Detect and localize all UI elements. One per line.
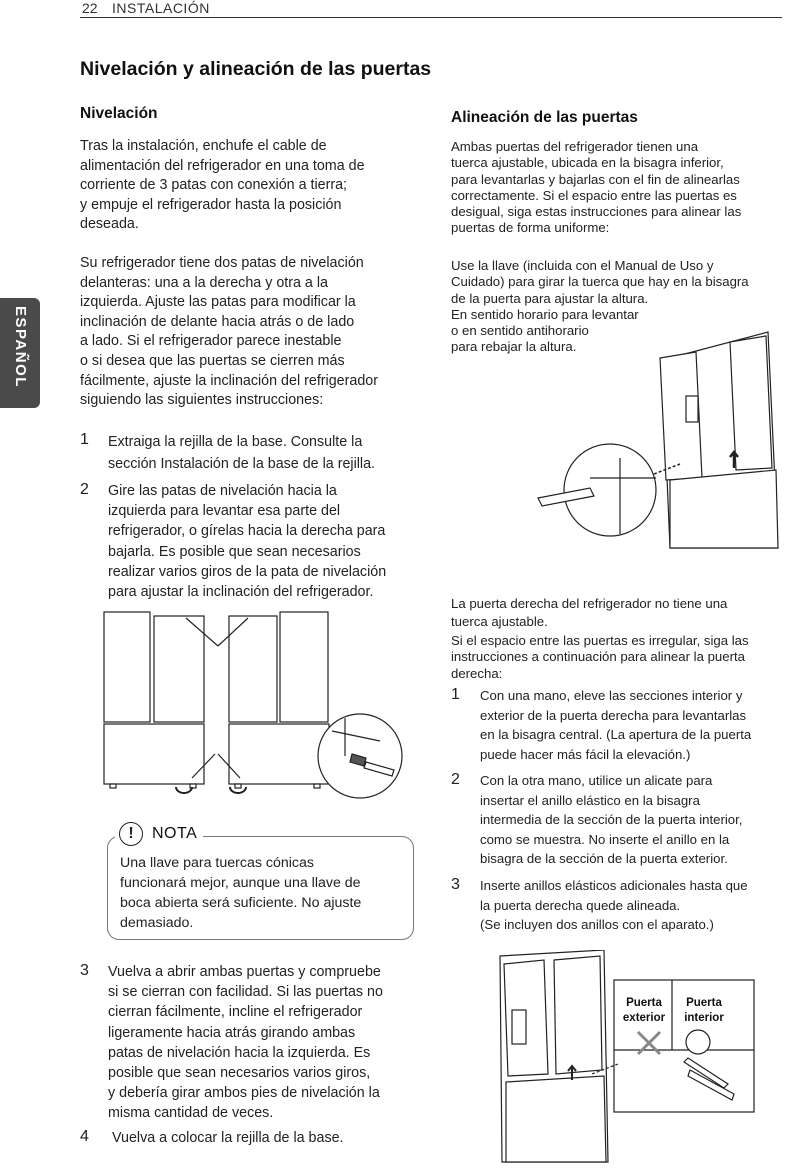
- text-line: como se muestra. No inserte el anillo en la: [480, 831, 730, 847]
- snap-ring-illustration: [494, 950, 764, 1165]
- label-outer-door: Puerta: [626, 997, 662, 1009]
- text-line: inclinación de delante hacia atrás o de lado: [80, 313, 355, 330]
- text-line: desigual, siga estas instrucciones para alinear las: [451, 204, 742, 220]
- step-number: 3: [80, 962, 89, 979]
- text-line: Gire las patas de nivelación hacia la: [108, 483, 337, 499]
- note-header: [115, 822, 203, 846]
- text-line: a lado. Si el refrigerador parece inestable: [80, 333, 342, 350]
- left-fridge-door-outer: [104, 612, 150, 722]
- text-line: (Se incluyen dos anillos con el aparato.): [480, 917, 714, 933]
- paragraph-intro: [80, 137, 365, 235]
- text-line: bajarla. Es posible que sean necesarios: [108, 543, 361, 560]
- text-line: funcionará mejor, aunque una llave de: [120, 875, 361, 892]
- foot: [235, 784, 241, 788]
- section-label: INSTALACIÓN: [112, 0, 210, 16]
- text-line: Una llave para tuercas cónicas: [120, 855, 314, 871]
- warning-icon: !: [119, 822, 143, 846]
- step-text: [108, 431, 375, 475]
- step-text: [480, 686, 751, 764]
- fridge-drawer: [506, 1076, 606, 1162]
- step-number: 1: [451, 686, 460, 703]
- paragraph-legs: [80, 254, 378, 411]
- text-line: bisagra de la sección de la puerta exterior.: [480, 851, 728, 867]
- text-line: o si desea que las puertas se cierren más: [80, 352, 345, 369]
- text-line: puede hacer más fácil la elevación.): [480, 746, 691, 762]
- paragraph-irregular: [451, 633, 749, 682]
- page-number: 22: [82, 0, 98, 16]
- text-line: Vuelva a colocar la rejilla de la base.: [112, 1130, 344, 1146]
- text-line: demasiado.: [120, 915, 194, 932]
- step-text: [480, 876, 748, 935]
- heading-alineacion: Alineación de las puertas: [451, 109, 638, 126]
- text-line: corriente de 3 patas con conexión a tierra;: [80, 177, 348, 194]
- dispenser: [686, 396, 698, 422]
- text-line: para rebajar la altura.: [451, 339, 577, 355]
- foot: [110, 784, 116, 788]
- label-inner-door: interior: [684, 1012, 724, 1024]
- step-number: 2: [451, 771, 460, 788]
- text-line: delanteras: una a la derecha y otra a la: [80, 274, 328, 291]
- text-line: La puerta derecha del refrigerador no tiene una: [451, 596, 728, 611]
- note-label: NOTA: [152, 825, 198, 842]
- text-line: fácilmente, ajuste la inclinación del refrigerador: [80, 372, 379, 389]
- text-line: tuerca ajustable, ubicada en la bisagra inferior,: [451, 155, 724, 171]
- page-title: Nivelación y alineación de las puertas: [80, 58, 432, 80]
- text-line: boca abierta será suficiente. No ajuste: [120, 895, 362, 912]
- text-line: izquierda para levantar esa parte del: [108, 503, 341, 520]
- text-line: si se cierran con facilidad. Si las puertas no: [108, 984, 383, 1001]
- step-number: 2: [80, 481, 89, 498]
- language-tab-label: ESPAÑOL: [12, 306, 29, 388]
- step-number: 4: [80, 1128, 89, 1145]
- text-line: posible que sean necesarios varios giros,: [108, 1065, 371, 1082]
- left-fridge-drawer: [104, 724, 204, 784]
- text-line: Use la llave (incluida con el Manual de Uso y: [451, 258, 714, 273]
- text-line: Su refrigerador tiene dos patas de nivelación: [80, 255, 364, 271]
- text-line: la puerta derecha quede alineada.: [480, 897, 681, 913]
- text-line: de la puerta para ajustar la altura.: [451, 290, 649, 306]
- fridge-door-right: [730, 336, 772, 470]
- text-line: refrigerador, o gírelas hacia la derecha para: [108, 523, 386, 540]
- text-line: realizar varios giros de la pata de nivelación: [108, 563, 387, 580]
- text-line: Tras la instalación, enchufe el cable de: [80, 138, 327, 154]
- right-fridge-door-outer: [280, 612, 328, 722]
- step-text: [108, 481, 386, 602]
- right-fridge-drawer: [229, 724, 329, 784]
- text-line: misma cantidad de veces.: [108, 1105, 274, 1122]
- right-fridge-door-inner: [229, 616, 277, 722]
- label-outer-door: exterior: [622, 1012, 666, 1024]
- paragraph-right-door: [451, 595, 727, 631]
- text-line: tuerca ajustable.: [451, 614, 548, 629]
- snap-ring: [686, 1030, 710, 1054]
- foot: [314, 784, 320, 788]
- header-rule: [80, 17, 782, 18]
- text-line: patas de nivelación hacia la izquierda. Es: [108, 1044, 371, 1061]
- text-line: o en sentido antihorario: [451, 323, 589, 339]
- foot: [190, 784, 196, 788]
- fridge-door-right: [554, 956, 602, 1074]
- text-line: Con una mano, eleve las secciones interior y: [480, 688, 743, 703]
- step-text: [480, 771, 742, 869]
- text-line: izquierda. Ajuste las patas para modificar la: [80, 294, 356, 311]
- text-line: exterior de la puerta derecha para levantarlas: [480, 707, 747, 723]
- text-line: y debería girar ambos pies de nivelación la: [108, 1085, 380, 1102]
- left-fridge-door-inner: [154, 616, 204, 722]
- text-line: instrucciones a continuación para alinear la puerta: [451, 649, 745, 665]
- text-line: cierran fácilmente, incline el refrigerador: [108, 1004, 363, 1021]
- text-line: alimentación del refrigerador en una toma de: [80, 157, 365, 174]
- paragraph-alignment-intro: [451, 139, 741, 237]
- text-line: y empuje el refrigerador hasta la posición: [80, 196, 342, 213]
- text-line: Con la otra mano, utilice un alicate para: [480, 773, 713, 788]
- text-line: Inserte anillos elásticos adicionales hasta que: [480, 878, 748, 893]
- label-inner-door: Puerta: [686, 997, 722, 1009]
- text-line: Cuidado) para girar la tuerca que hay en la bisagra: [451, 274, 749, 290]
- text-line: En sentido horario para levantar: [451, 306, 639, 322]
- text-line: insertar el anillo elástico en la bisagra: [480, 792, 700, 808]
- text-line: para ajustar la inclinación del refrigerador.: [108, 584, 374, 601]
- step-number: 1: [80, 431, 89, 448]
- text-line: Si el espacio entre las puertas es irregular, siga las: [451, 633, 749, 648]
- text-line: Vuelva a abrir ambas puertas y compruebe: [108, 964, 381, 980]
- heading-nivelacion: Nivelación: [80, 105, 158, 122]
- step-text: [108, 962, 383, 1124]
- text-line: deseada.: [80, 216, 139, 233]
- text-line: sección Instalación de la base de la rejilla.: [108, 456, 376, 472]
- text-line: intermedia de la sección de la puerta interior,: [480, 812, 743, 828]
- door-alignment-illustration: [510, 328, 786, 560]
- fridge-drawer: [670, 470, 778, 548]
- text-line: para levantarlas y bajarlas con el fin de alinearlas: [451, 171, 740, 187]
- text-line: en la bisagra central. (La apertura de la puerta: [480, 727, 752, 743]
- text-line: correctamente. Si el espacio entre las puertas es: [451, 187, 737, 203]
- text-line: siguiendo las siguientes instrucciones:: [80, 392, 324, 409]
- text-line: puertas de forma uniforme:: [451, 220, 610, 236]
- note-text: [120, 853, 361, 933]
- text-line: Ambas puertas del refrigerador tienen una: [451, 139, 699, 154]
- text-line: Extraiga la rejilla de la base. Consulte la: [108, 434, 363, 450]
- leveling-illustration: [100, 606, 420, 806]
- text-line: derecha:: [451, 665, 503, 681]
- step-text: [112, 1128, 344, 1148]
- text-line: ligeramente hacia atrás girando ambas: [108, 1024, 356, 1041]
- step-number: 3: [451, 876, 460, 893]
- dispenser: [512, 1010, 526, 1044]
